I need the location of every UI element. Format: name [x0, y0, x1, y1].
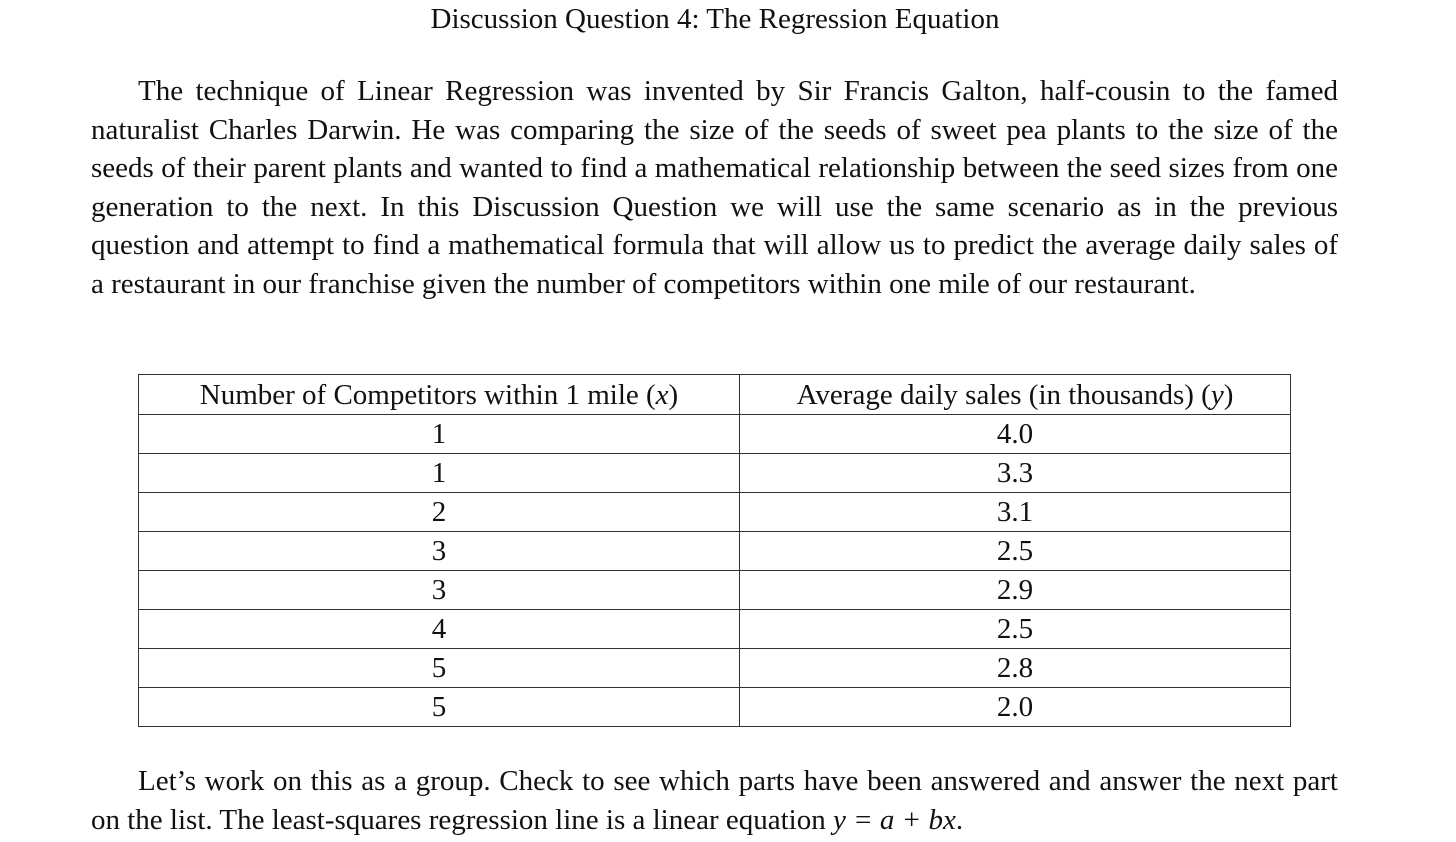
table-row — [139, 688, 1291, 727]
cell-y: 3.1 — [740, 493, 1291, 532]
table-header-row — [139, 375, 1291, 415]
cell-x: 1 — [139, 454, 740, 493]
table-row — [139, 493, 1291, 532]
table-row — [139, 649, 1291, 688]
cell-y: 3.3 — [740, 454, 1291, 493]
intro-paragraph: The technique of Linear Regression was invented by Sir Francis Galton, half-cousin to the famed naturalist Charles Darwin. He was comparing the size of the seeds of sweet pea plants to the size of the seeds of their parent plants and wanted to find a mathematical relationship between the seed sizes from one generation to the next. In this Discussion Question we will use the same scenario as in the previous question and attempt to find a mathematical formula that will allow us to predict the average daily sales of a restaurant in our franchise given the number of competitors within one mile of our restaurant. — [91, 75, 1338, 300]
closing-text: Let’s work on this as a group. Check to see which parts have been answered and answer the next part on the list. The least-squares regression line is a linear equation — [91, 765, 1338, 836]
cell-y: 2.0 — [740, 688, 1291, 727]
table-row — [139, 454, 1291, 493]
cell-x: 4 — [139, 610, 740, 649]
cell-x: 3 — [139, 571, 740, 610]
cell-y: 2.5 — [740, 532, 1291, 571]
data-table — [138, 374, 1291, 727]
closing-period: . — [955, 803, 964, 836]
header-sales: Average daily sales (in thousands) (y) — [740, 375, 1291, 415]
header-competitors: Number of Competitors within 1 mile (x) — [139, 375, 740, 415]
cell-x: 2 — [139, 493, 740, 532]
cell-y: 2.8 — [740, 649, 1291, 688]
cell-y: 4.0 — [740, 415, 1291, 454]
closing-paragraph — [91, 762, 1338, 839]
regression-equation: y = a + bx — [832, 803, 956, 836]
cell-x: 1 — [139, 415, 740, 454]
cell-y: 2.5 — [740, 610, 1291, 649]
cell-x: 3 — [139, 532, 740, 571]
cell-y: 2.9 — [740, 571, 1291, 610]
cell-x: 5 — [139, 649, 740, 688]
cell-x: 5 — [139, 688, 740, 727]
table-row — [139, 571, 1291, 610]
table-row — [139, 415, 1291, 454]
table-row — [139, 532, 1291, 571]
table-row — [139, 610, 1291, 649]
document-title: Discussion Question 4: The Regression Equation — [430, 3, 1000, 35]
